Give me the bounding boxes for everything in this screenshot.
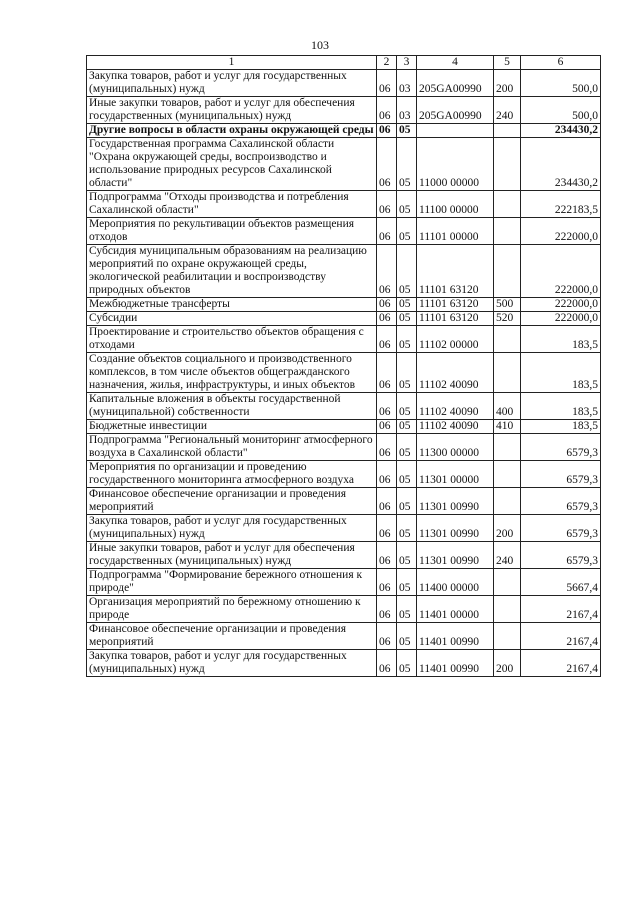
- row-amount-cell: 6579,3: [521, 434, 601, 461]
- row-expense-type-cell: 240: [494, 97, 521, 124]
- table-row: [87, 138, 601, 191]
- row-target-article-cell: 11401 00990: [417, 623, 494, 650]
- row-target-article-cell: 11101 63120: [417, 298, 494, 312]
- table-row: [87, 542, 601, 569]
- row-amount-cell: 6579,3: [521, 461, 601, 488]
- row-subsection-cell: 05: [397, 515, 417, 542]
- row-section-cell: 06: [377, 191, 397, 218]
- row-subsection-cell: 05: [397, 393, 417, 420]
- row-amount-cell: 5667,4: [521, 569, 601, 596]
- row-section-cell: 06: [377, 312, 397, 326]
- row-expense-type-cell: [494, 461, 521, 488]
- row-amount-cell: 500,0: [521, 70, 601, 97]
- row-target-article-cell: 11102 40090: [417, 393, 494, 420]
- table-row: [87, 218, 601, 245]
- row-target-article-cell: 11401 00990: [417, 650, 494, 677]
- table-row: [87, 326, 601, 353]
- row-section-cell: 06: [377, 245, 397, 298]
- row-subsection-cell: 05: [397, 434, 417, 461]
- row-section-cell: 06: [377, 124, 397, 138]
- row-target-article-cell: 11301 00990: [417, 515, 494, 542]
- budget-table: [86, 55, 601, 677]
- row-name-cell: Создание объектов социального и производственного комплексов, в том числе объектов общегражданского назначения, жилья, инфраструктуры, и иных объектов: [87, 353, 377, 393]
- table-row: [87, 650, 601, 677]
- header-col-3: 3: [397, 56, 417, 70]
- table-row: [87, 569, 601, 596]
- row-section-cell: 06: [377, 569, 397, 596]
- row-expense-type-cell: [494, 245, 521, 298]
- row-amount-cell: 6579,3: [521, 515, 601, 542]
- row-expense-type-cell: 200: [494, 515, 521, 542]
- row-subsection-cell: 05: [397, 312, 417, 326]
- row-section-cell: 06: [377, 596, 397, 623]
- row-section-cell: 06: [377, 97, 397, 124]
- row-target-article-cell: 11101 63120: [417, 245, 494, 298]
- row-section-cell: 06: [377, 138, 397, 191]
- row-amount-cell: 234430,2: [521, 124, 601, 138]
- header-col-5: 5: [494, 56, 521, 70]
- row-amount-cell: 183,5: [521, 353, 601, 393]
- row-section-cell: 06: [377, 650, 397, 677]
- row-subsection-cell: 05: [397, 138, 417, 191]
- row-amount-cell: 222000,0: [521, 245, 601, 298]
- row-name-cell: Субсидии: [87, 312, 377, 326]
- row-section-cell: 06: [377, 298, 397, 312]
- row-name-cell: Другие вопросы в области охраны окружающей среды: [87, 124, 377, 138]
- row-target-article-cell: 11100 00000: [417, 191, 494, 218]
- header-col-4: 4: [417, 56, 494, 70]
- row-expense-type-cell: 410: [494, 420, 521, 434]
- row-name-cell: Подпрограмма "Формирование бережного отношения к природе": [87, 569, 377, 596]
- row-section-cell: 06: [377, 326, 397, 353]
- row-section-cell: 06: [377, 70, 397, 97]
- row-amount-cell: 2167,4: [521, 596, 601, 623]
- table-row: [87, 420, 601, 434]
- row-expense-type-cell: [494, 124, 521, 138]
- table-row: [87, 596, 601, 623]
- row-name-cell: Закупка товаров, работ и услуг для государственных (муниципальных) нужд: [87, 70, 377, 97]
- row-name-cell: Мероприятия по организации и проведению государственного мониторинга атмосферного воздуха: [87, 461, 377, 488]
- row-name-cell: Подпрограмма "Отходы производства и потребления Сахалинской области": [87, 191, 377, 218]
- row-name-cell: Межбюджетные трансферты: [87, 298, 377, 312]
- row-target-article-cell: [417, 124, 494, 138]
- row-section-cell: 06: [377, 515, 397, 542]
- row-name-cell: Иные закупки товаров, работ и услуг для обеспечения государственных (муниципальных) нужд: [87, 542, 377, 569]
- row-section-cell: 06: [377, 420, 397, 434]
- row-expense-type-cell: [494, 326, 521, 353]
- table-row: [87, 245, 601, 298]
- row-name-cell: Закупка товаров, работ и услуг для государственных (муниципальных) нужд: [87, 515, 377, 542]
- row-expense-type-cell: [494, 434, 521, 461]
- row-section-cell: 06: [377, 461, 397, 488]
- row-name-cell: Бюджетные инвестиции: [87, 420, 377, 434]
- row-subsection-cell: 05: [397, 326, 417, 353]
- row-target-article-cell: 205GA00990: [417, 97, 494, 124]
- table-row: [87, 515, 601, 542]
- row-target-article-cell: 11301 00000: [417, 461, 494, 488]
- row-amount-cell: 6579,3: [521, 542, 601, 569]
- table-row: [87, 434, 601, 461]
- row-target-article-cell: 11301 00990: [417, 488, 494, 515]
- row-name-cell: Финансовое обеспечение организации и проведения мероприятий: [87, 488, 377, 515]
- row-amount-cell: 234430,2: [521, 138, 601, 191]
- row-section-cell: 06: [377, 218, 397, 245]
- row-expense-type-cell: 400: [494, 393, 521, 420]
- row-name-cell: Проектирование и строительство объектов обращения с отходами: [87, 326, 377, 353]
- row-target-article-cell: 11401 00000: [417, 596, 494, 623]
- row-subsection-cell: 05: [397, 650, 417, 677]
- header-col-2: 2: [377, 56, 397, 70]
- table-row: [87, 488, 601, 515]
- row-expense-type-cell: [494, 488, 521, 515]
- row-target-article-cell: 11301 00990: [417, 542, 494, 569]
- row-subsection-cell: 05: [397, 623, 417, 650]
- row-amount-cell: 222000,0: [521, 218, 601, 245]
- row-subsection-cell: 05: [397, 191, 417, 218]
- row-section-cell: 06: [377, 542, 397, 569]
- row-name-cell: Организация мероприятий по бережному отношению к природе: [87, 596, 377, 623]
- row-amount-cell: 6579,3: [521, 488, 601, 515]
- table-row: [87, 461, 601, 488]
- header-col-6: 6: [521, 56, 601, 70]
- row-subsection-cell: 05: [397, 218, 417, 245]
- row-subsection-cell: 05: [397, 569, 417, 596]
- row-expense-type-cell: [494, 623, 521, 650]
- row-target-article-cell: 11000 00000: [417, 138, 494, 191]
- row-subsection-cell: 05: [397, 245, 417, 298]
- table-row: [87, 353, 601, 393]
- table-row: [87, 298, 601, 312]
- table-row: [87, 191, 601, 218]
- row-subsection-cell: 03: [397, 97, 417, 124]
- row-expense-type-cell: 200: [494, 70, 521, 97]
- header-col-1: 1: [87, 56, 377, 70]
- row-expense-type-cell: 200: [494, 650, 521, 677]
- row-amount-cell: 2167,4: [521, 623, 601, 650]
- row-target-article-cell: 11102 40090: [417, 420, 494, 434]
- row-amount-cell: 183,5: [521, 420, 601, 434]
- table-row: [87, 623, 601, 650]
- row-expense-type-cell: [494, 596, 521, 623]
- row-expense-type-cell: 520: [494, 312, 521, 326]
- row-name-cell: Субсидия муниципальным образованиям на реализацию мероприятий по охране окружающей среды, экологической реабилитации и воспроизводству природных объектов: [87, 245, 377, 298]
- row-subsection-cell: 05: [397, 298, 417, 312]
- row-name-cell: Закупка товаров, работ и услуг для государственных (муниципальных) нужд: [87, 650, 377, 677]
- row-expense-type-cell: [494, 353, 521, 393]
- row-target-article-cell: 11101 00000: [417, 218, 494, 245]
- row-expense-type-cell: [494, 138, 521, 191]
- row-target-article-cell: 11102 00000: [417, 326, 494, 353]
- row-subsection-cell: 05: [397, 596, 417, 623]
- row-subsection-cell: 03: [397, 70, 417, 97]
- row-target-article-cell: 205GA00990: [417, 70, 494, 97]
- row-section-cell: 06: [377, 488, 397, 515]
- row-amount-cell: 183,5: [521, 393, 601, 420]
- row-section-cell: 06: [377, 623, 397, 650]
- row-name-cell: Финансовое обеспечение организации и проведения мероприятий: [87, 623, 377, 650]
- row-name-cell: Мероприятия по рекультивации объектов размещения отходов: [87, 218, 377, 245]
- row-amount-cell: 222000,0: [521, 312, 601, 326]
- row-amount-cell: 222000,0: [521, 298, 601, 312]
- row-section-cell: 06: [377, 353, 397, 393]
- table-row: [87, 70, 601, 97]
- row-amount-cell: 2167,4: [521, 650, 601, 677]
- row-name-cell: Подпрограмма "Региональный мониторинг атмосферного воздуха в Сахалинской области": [87, 434, 377, 461]
- row-expense-type-cell: [494, 191, 521, 218]
- table-row: [87, 97, 601, 124]
- row-name-cell: Капитальные вложения в объекты государственной (муниципальной) собственности: [87, 393, 377, 420]
- row-name-cell: Иные закупки товаров, работ и услуг для обеспечения государственных (муниципальных) нужд: [87, 97, 377, 124]
- row-expense-type-cell: 240: [494, 542, 521, 569]
- row-target-article-cell: 11101 63120: [417, 312, 494, 326]
- page-number: 103: [311, 38, 329, 52]
- table-row: [87, 393, 601, 420]
- row-expense-type-cell: [494, 569, 521, 596]
- row-target-article-cell: 11300 00000: [417, 434, 494, 461]
- row-expense-type-cell: 500: [494, 298, 521, 312]
- row-section-cell: 06: [377, 393, 397, 420]
- row-subsection-cell: 05: [397, 488, 417, 515]
- row-subsection-cell: 05: [397, 461, 417, 488]
- table-header-row: [87, 56, 601, 70]
- table-row: [87, 124, 601, 138]
- table-row: [87, 312, 601, 326]
- row-name-cell: Государственная программа Сахалинской области "Охрана окружающей среды, воспроизводство и использование природных ресурсов Сахалинской области": [87, 138, 377, 191]
- row-amount-cell: 183,5: [521, 326, 601, 353]
- row-subsection-cell: 05: [397, 353, 417, 393]
- row-target-article-cell: 11102 40090: [417, 353, 494, 393]
- row-expense-type-cell: [494, 218, 521, 245]
- row-section-cell: 06: [377, 434, 397, 461]
- row-amount-cell: 222183,5: [521, 191, 601, 218]
- row-subsection-cell: 05: [397, 542, 417, 569]
- row-target-article-cell: 11400 00000: [417, 569, 494, 596]
- row-subsection-cell: 05: [397, 420, 417, 434]
- row-amount-cell: 500,0: [521, 97, 601, 124]
- row-subsection-cell: 05: [397, 124, 417, 138]
